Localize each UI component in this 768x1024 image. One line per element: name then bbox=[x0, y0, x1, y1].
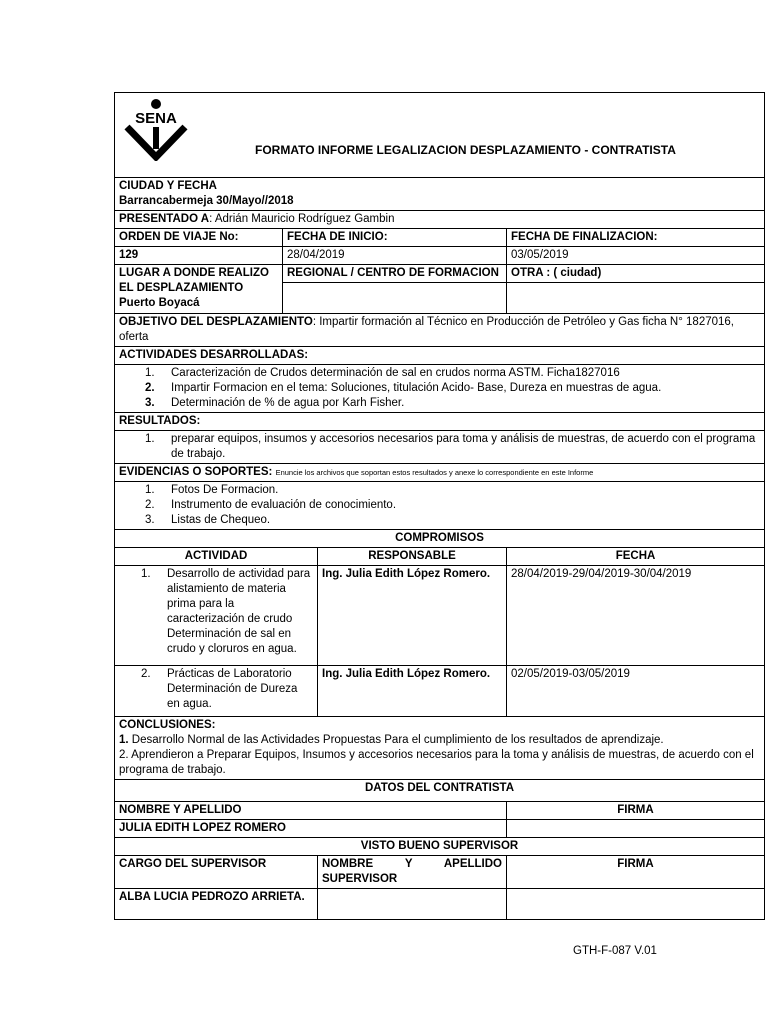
conclusion-item: 2. Aprendieron a Preparar Equipos, Insumos y accesorios necesarios para la toma y análisis de muestras, de acuerdo con el programa de trabajo. bbox=[119, 749, 754, 776]
list-item bbox=[119, 432, 760, 462]
regional-value bbox=[283, 283, 507, 314]
ciudad-fecha-label: CIUDAD Y FECHA bbox=[119, 180, 217, 192]
fecha-fin-value: 03/05/2019 bbox=[507, 247, 765, 265]
resultados-cell bbox=[115, 431, 765, 464]
resultados-label: RESULTADOS: bbox=[115, 413, 765, 431]
otra-value bbox=[507, 283, 765, 314]
conclusiones-label: CONCLUSIONES: bbox=[119, 719, 216, 731]
list-item-text: Fotos De Formacion. bbox=[171, 484, 279, 496]
list-item-text: Caracterización de Crudos determinación de sal en crudos norma ASTM. Ficha1827016 bbox=[171, 367, 620, 379]
form-page bbox=[114, 92, 764, 920]
list-item-number: 1. bbox=[145, 367, 155, 379]
compromiso-number: 1. bbox=[141, 568, 151, 580]
compromiso-actividad-text: Prácticas de Laboratorio Determinación de Dureza en agua. bbox=[167, 668, 298, 710]
supervisor-nombre bbox=[318, 889, 507, 920]
supervisor-nombre-label: NOMBRE Y APELLIDO SUPERVISOR bbox=[318, 856, 507, 889]
list-item-text: Determinación de % de agua por Karh Fisher. bbox=[171, 397, 405, 409]
table-row bbox=[115, 666, 765, 717]
list-item bbox=[119, 366, 760, 381]
conclusion-number: 1. bbox=[119, 734, 129, 746]
otra-label: OTRA : ( ciudad) bbox=[507, 265, 765, 283]
list-item-number: 1. bbox=[145, 433, 155, 445]
lugar-value: Puerto Boyacá bbox=[119, 297, 200, 309]
supervisor-firma bbox=[507, 889, 765, 920]
sena-logo bbox=[121, 99, 191, 161]
form-title: FORMATO INFORME LEGALIZACION DESPLAZAMIENTO - CONTRATISTA bbox=[255, 143, 676, 157]
list-item bbox=[119, 483, 760, 498]
ciudad-fecha-value: Barrancabermeja 30/Mayo//2018 bbox=[119, 195, 294, 207]
contratista-firma bbox=[507, 820, 765, 838]
presentado-value: : Adrián Mauricio Rodríguez Gambin bbox=[209, 213, 395, 225]
objetivo-label: OBJETIVO DEL DESPLAZAMIENTO bbox=[119, 316, 313, 328]
ciudad-fecha-cell bbox=[115, 178, 765, 211]
compromiso-actividad bbox=[115, 666, 318, 717]
compromiso-fecha: 02/05/2019-03/05/2019 bbox=[507, 666, 765, 717]
presentado-label: PRESENTADO A bbox=[119, 213, 210, 225]
resultados-list bbox=[119, 432, 760, 462]
table-row bbox=[115, 566, 765, 666]
evidencias-label: EVIDENCIAS O SOPORTES: bbox=[119, 466, 273, 478]
conclusion-item bbox=[119, 733, 760, 748]
list-item-number: 3. bbox=[145, 514, 155, 526]
fecha-inicio-label: FECHA DE INICIO: bbox=[283, 229, 507, 247]
compromiso-actividad bbox=[115, 566, 318, 666]
legalizacion-form-table bbox=[114, 92, 765, 920]
compromiso-fecha: 28/04/2019-29/04/2019-30/04/2019 bbox=[507, 566, 765, 666]
orden-label: ORDEN DE VIAJE No: bbox=[115, 229, 283, 247]
compromiso-actividad-text: Desarrollo de actividad para alistamiento de materia prima para la caracterización de crudo Determinación de sal en crudo y cloruros en agua. bbox=[167, 568, 311, 655]
contratista-nombre-label: NOMBRE Y APELLIDO bbox=[115, 802, 507, 820]
conclusiones-cell bbox=[115, 717, 765, 780]
actividades-list-cell bbox=[115, 365, 765, 413]
list-item bbox=[119, 498, 760, 513]
compromisos-col-responsable: RESPONSABLE bbox=[318, 548, 507, 566]
list-item-number: 1. bbox=[145, 484, 155, 496]
contratista-title: DATOS DEL CONTRATISTA bbox=[115, 780, 765, 802]
orden-value: 129 bbox=[115, 247, 283, 265]
evidencias-note: Enuncie los archivos que soportan estos resultados y anexe lo correspondiente en este Informe bbox=[275, 468, 594, 477]
lugar-cell bbox=[115, 265, 283, 314]
fecha-inicio-value: 28/04/2019 bbox=[283, 247, 507, 265]
conclusion-text: Desarrollo Normal de las Actividades Propuestas Para el cumplimiento de los resultados de aprendizaje. bbox=[128, 734, 664, 746]
list-item-text: Impartir Formacion en el tema: Soluciones, titulación Acido- Base, Dureza en muestras de agua. bbox=[171, 382, 662, 394]
sena-logo-text: SENA bbox=[135, 110, 177, 127]
evidencias-label-cell bbox=[115, 464, 765, 482]
compromiso-responsable: Ing. Julia Edith López Romero. bbox=[318, 666, 507, 717]
compromisos-col-fecha: FECHA bbox=[507, 548, 765, 566]
evidencias-list-cell bbox=[115, 482, 765, 530]
supervisor-cargo-label: CARGO DEL SUPERVISOR bbox=[115, 856, 318, 889]
supervisor-title: VISTO BUENO SUPERVISOR bbox=[115, 838, 765, 856]
list-item-text: Listas de Chequeo. bbox=[171, 514, 271, 526]
list-item bbox=[119, 513, 760, 528]
lugar-label-2: EL DESPLAZAMIENTO bbox=[119, 282, 244, 294]
form-header bbox=[115, 93, 765, 178]
objetivo-cell bbox=[115, 314, 765, 347]
list-item-number: 3. bbox=[145, 397, 155, 409]
supervisor-firma-label: FIRMA bbox=[507, 856, 765, 889]
supervisor-cargo: ALBA LUCIA PEDROZO ARRIETA. bbox=[115, 889, 318, 920]
list-item-number: 2. bbox=[145, 382, 155, 394]
list-item-text: Instrumento de evaluación de conocimiento. bbox=[171, 499, 397, 511]
document-code: GTH-F-087 V.01 bbox=[573, 945, 657, 957]
actividades-list bbox=[119, 366, 760, 411]
lugar-label-1: LUGAR A DONDE REALIZO bbox=[119, 267, 269, 279]
evidencias-list bbox=[119, 483, 760, 528]
fecha-fin-label: FECHA DE FINALIZACION: bbox=[507, 229, 765, 247]
list-item bbox=[119, 381, 760, 396]
objetivo-value: : Impartir formación al Técnico en Producción de Petróleo y Gas ficha N° 1827016, oferta bbox=[119, 316, 734, 343]
list-item bbox=[119, 396, 760, 411]
regional-label: REGIONAL / CENTRO DE FORMACION bbox=[283, 265, 507, 283]
compromisos-col-actividad: ACTIVIDAD bbox=[115, 548, 318, 566]
compromisos-title: COMPROMISOS bbox=[115, 530, 765, 548]
compromiso-number: 2. bbox=[141, 668, 151, 680]
contratista-nombre: JULIA EDITH LOPEZ ROMERO bbox=[115, 820, 507, 838]
list-item-text: preparar equipos, insumos y accesorios necesarios para toma y análisis de muestras, de acuerdo con el programa de trabajo. bbox=[171, 433, 756, 460]
presentado-cell bbox=[115, 211, 765, 229]
contratista-firma-label: FIRMA bbox=[507, 802, 765, 820]
list-item-number: 2. bbox=[145, 499, 155, 511]
compromiso-responsable: Ing. Julia Edith López Romero. bbox=[318, 566, 507, 666]
actividades-label: ACTIVIDADES DESARROLLADAS: bbox=[115, 347, 765, 365]
